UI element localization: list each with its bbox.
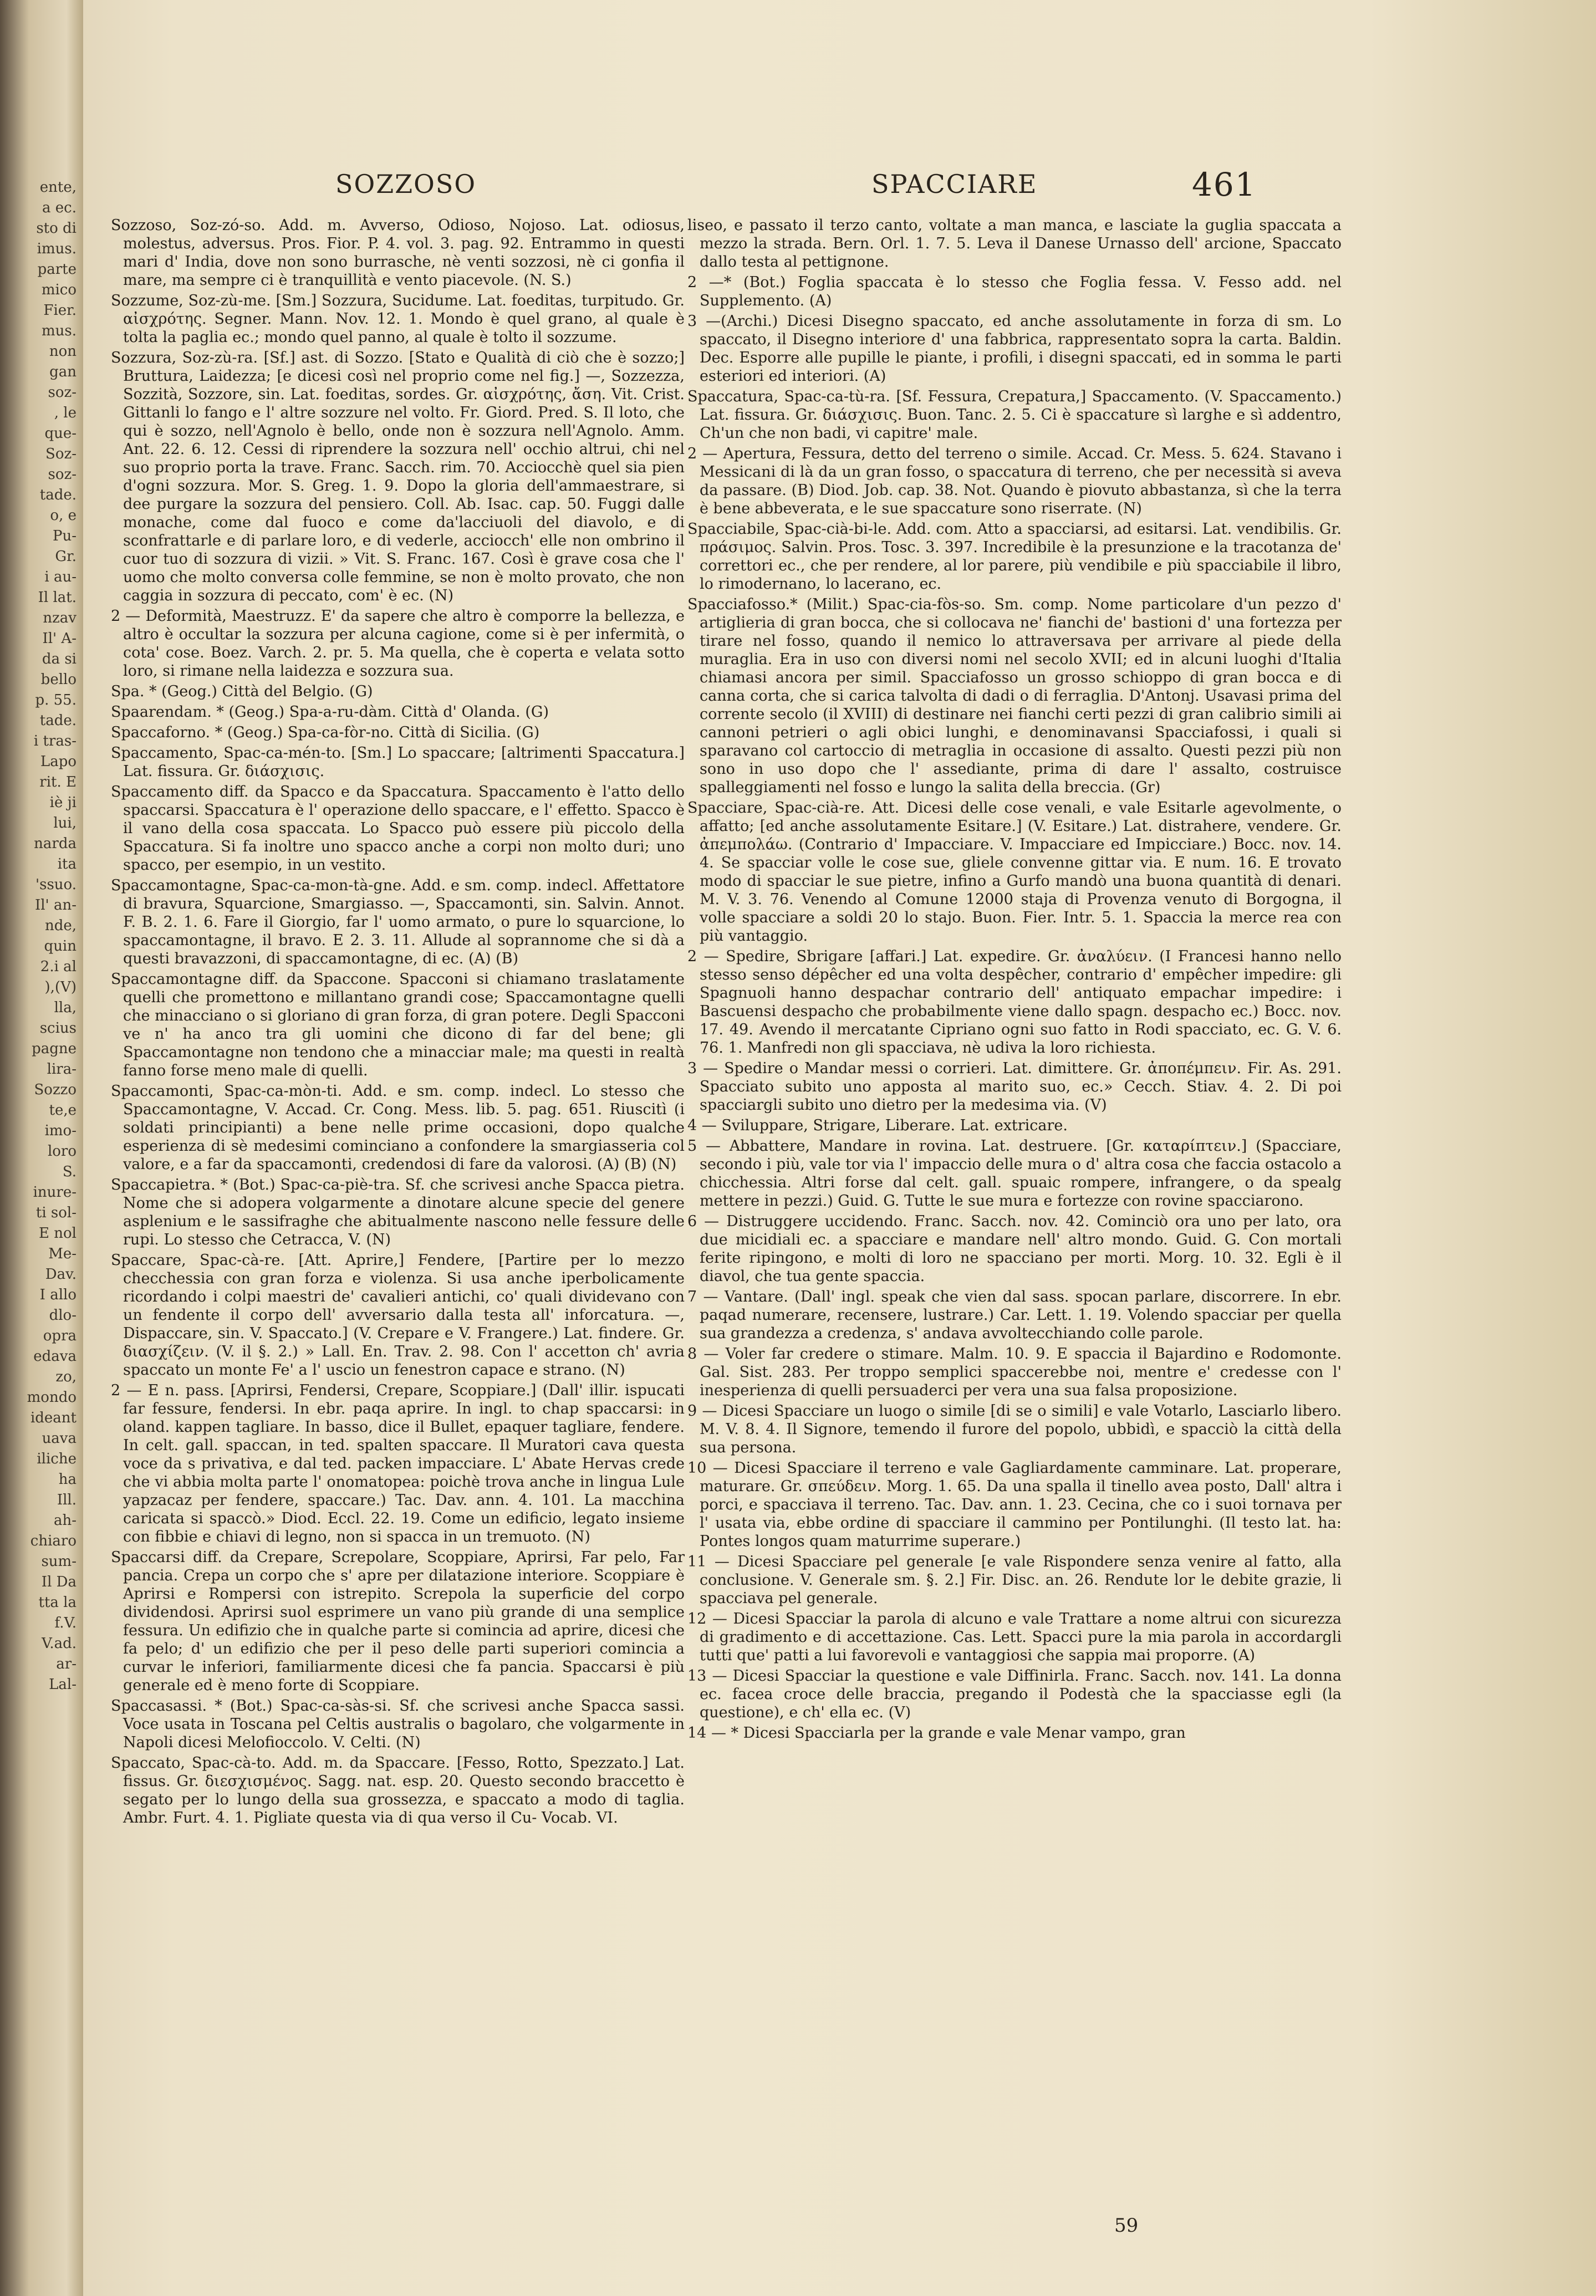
dictionary-entry: Spacciabile, Spac-cià-bi-le. Add. com. Atto a spacciarsi, ad esitarsi. Lat. vendibilis. Gr. πράσιμος. Salvin. Pros. Tosc. 3. 397. Incredibile è la presunzione e la tracotanza de' correttori ec., che per rendere, al lor parere, più vendibile e più spacciabile il libro, lo rimodernano, lo lacerano, ec. [687, 521, 1342, 593]
previous-page-line: quin [44, 938, 77, 955]
dictionary-entry: 10 — Dicesi Spacciare il terreno e vale Gagliardamente camminare. Lat. properare, maturare. Gr. σπεύδειν. Morg. 1. 65. Da una spalla il tinello avea posto, Dall' altra i porci, e spacciava il terreno. Tac. Dav. ann. 1. 23. Cecina, che co i suoi tornava per l' usata via, ebbe ordine di spacciare il cammino per Pontilunghi. (Il testo lat. ha: Pontes longos quam maturrime superare.) [687, 1460, 1342, 1550]
dictionary-entry: 2 — E n. pass. [Aprirsi, Fendersi, Crepare, Scoppiare.] (Dall' illir. ispucati far fessure, fendersi. In ebr. paqa aprire. In ingl. to chap spaccarsi: in oland. kappen tagliare. In basso, dice il Bullet, epaquer tagliare, fendere. In celt. gall. spaccan, in ted. spalten spaccare. Il Muratori cava questa voce da s privativa, e dal ted. packen impacciare. L' Abate Hervas crede che vi abbia molta parte l' onomatopea: poichè trova anche in lingua Lule yapzacaz per fendere, spaccare.) Tac. Dav. ann. 4. 101. La macchina caricata si spaccò.» Diod. Eccl. 22. 19. Come un edificio, legato insieme con fibbie e chiavi di legno, non si spacca in un tremuoto. (N) [111, 1382, 685, 1545]
header-right-title: SPACCIARE [871, 169, 1038, 199]
dictionary-entry: 9 — Dicesi Spacciare un luogo o simile [di se o simili] e vale Votarlo, Lasciarlo libero. M. V. 8. 4. Il Signore, temendo il furore del popolo, ubbidì, e spacciò la città della sua persona. [687, 1402, 1342, 1456]
dictionary-entry: Spaccare, Spac-cà-re. [Att. Aprire,] Fendere, [Partire per lo mezzo checchessia con gran forza e violenza. Si usa anche iperbolicamente ricordando i colpi maestri de' cavalieri antichi, co' quali dividevano con un fendente il corpo dell' avversario dalla testa all' inforcatura. —, Dispaccare, sin. V. Spaccato.] (V. Crepare e V. Frangere.) Lat. findere. Gr. διασχίζειν. (V. il §. 2.) » Lall. En. Trav. 2. 98. Con l' accetton ch' avria spaccato un monte Fe' a l' uscio un fenestron capace e strano. (N) [111, 1252, 685, 1379]
previous-page-line: mico [41, 282, 77, 298]
previous-page-line: Lapo [40, 753, 77, 770]
previous-page-line: opra [43, 1328, 77, 1344]
previous-page-line: non [49, 343, 77, 360]
previous-page-line: Gr. [55, 548, 77, 565]
previous-page-line: Me- [48, 1246, 77, 1262]
previous-page-line: iliche [37, 1451, 77, 1467]
dictionary-entry: 2 — Apertura, Fessura, detto del terreno o simile. Accad. Cr. Mess. 5. 624. Stavano i Messicani di là da un gran fosso, o spaccatura di terreno, che per necessità si aveva da passare. (B) Diod. Job. cap. 38. Not. Quando è piovuto abbastanza, sì che la terra è bene abbeverata, e le sue spaccature sono riserrate. (N) [687, 445, 1342, 517]
dictionary-entry: 2 — Spedire, Sbrigare [affari.] Lat. expedire. Gr. ἀναλύειν. (I Francesi hanno nello stesso senso dépêcher ed una volta despêcher, contrario d' empêcher impedire: gli Spagnuoli hanno despachar contrario dell' antiquato empachar impedire: i Bascuensi despacho che probabilmente viene dallo spagn. despacho ec.) Bocc. nov. 17. 49. Avendo il mercatante Cipriano ogni suo fatto in Rodi spacciato, ec. G. V. 6. 76. 1. Manfredi non gli spacciava, nè udiva la loro richiesta. [687, 948, 1342, 1057]
previous-page-line: soz- [48, 384, 77, 401]
previous-page-line: Il' A- [42, 630, 77, 647]
dictionary-entry: 6 — Distruggere uccidendo. Franc. Sacch. nov. 42. Cominciò ora uno per lato, ora due micidiali ec. a spacciare e mandare nell' altro mondo. Guid. G. Con mortali ferite ripingono, e molti di loro ne spacciano per morti. Morg. 10. 32. Egli è il diavol, che tua gente spaccia. [687, 1213, 1342, 1285]
previous-page-line: edava [33, 1348, 77, 1365]
dictionary-entry: 14 — * Dicesi Spacciarla per la grande e vale Menar vampo, gran [687, 1724, 1186, 1742]
previous-page-line: 'ssuo. [35, 876, 77, 893]
dictionary-entry: 13 — Dicesi Spacciar la questione e vale Diffinirla. Franc. Sacch. nov. 141. La donna ec. facea croce delle braccia, pregando il Podestà che la spacciasse egli (la questione), e ch' ella ec. (V) [687, 1667, 1342, 1721]
previous-page-line: sto di [36, 220, 77, 237]
previous-page-line: da si [42, 651, 77, 667]
previous-page-line: Lal- [49, 1676, 77, 1693]
previous-page-line: narda [34, 835, 77, 852]
previous-page-line: I allo [39, 1287, 77, 1303]
previous-page-line: imo- [44, 1123, 77, 1139]
previous-page-line: Il' an- [34, 897, 77, 914]
previous-page-line: mus. [41, 323, 77, 339]
previous-page-line: tade. [39, 712, 77, 729]
previous-page-line: soz- [48, 466, 77, 483]
previous-page-line: Fier. [43, 302, 77, 319]
previous-page-line: f.V. [54, 1615, 77, 1631]
right-column [687, 216, 1342, 1744]
previous-page-line: ente, [39, 179, 77, 196]
previous-page-line: iè ji [49, 794, 77, 811]
previous-page-line: lira- [47, 1061, 77, 1078]
previous-page-line: que- [44, 425, 77, 442]
previous-page-line: p. 55. [35, 692, 77, 708]
previous-page-line: mondo [27, 1389, 77, 1406]
previous-page-line: loro [47, 1143, 77, 1160]
previous-page-line: Il lat. [38, 589, 77, 606]
dictionary-entry: 12 — Dicesi Spacciar la parola di alcuno e vale Trattare a nome altrui con sicurezza di gradimento e di accettazione. Cas. Lett. Spacci pure la mia parola in accordargli tutti que' patti a lui favorevoli e vantaggiosi che sappia mai proporre. (A) [687, 1610, 1342, 1664]
previous-page-line: nde, [44, 917, 77, 934]
previous-page-line: ti sol- [35, 1205, 77, 1221]
dictionary-entry: Sozzume, Soz-zù-me. [Sm.] Sozzura, Sucidume. Lat. foeditas, turpitudo. Gr. αἰσχρότης. Segner. Mann. Nov. 12. 1. Mondo è quel grano, al quale è tolta la paglia ec.; mondo quel panno, al quale è tolto il sozzume. [111, 292, 685, 346]
header-left-title: SOZZOSO [335, 169, 477, 199]
previous-page-line: ideant [30, 1410, 77, 1426]
previous-page-line: chiaro [30, 1533, 77, 1549]
left-column [111, 216, 685, 1829]
previous-page-line: Pu- [52, 528, 77, 544]
previous-page-line: i au- [44, 569, 77, 585]
previous-page-line: te,e [49, 1102, 77, 1119]
previous-page-line: inure- [33, 1184, 77, 1201]
previous-page-line: lla, [54, 999, 77, 1016]
previous-page-line: imus. [37, 241, 77, 257]
dictionary-entry: 8 — Voler far credere o stimare. Malm. 10. 9. E spaccia il Bajardino e Rodomonte. Gal. Sist. 283. Per troppo semplici spaccerebbe noi, mentre e' credesse con l' inesperienza di quelli persuaderci per vera una sua falsa proposizione. [687, 1345, 1342, 1399]
dictionary-entry: 11 — Dicesi Spacciare pel generale [e vale Rispondere senza venire al fatto, alla conclusione. V. Generale sm. §. 2.] Fir. Disc. an. 26. Rendute lor le debite grazie, li spacciava pel generale. [687, 1553, 1342, 1607]
previous-page-line: sum- [41, 1553, 77, 1570]
dictionary-entry: Sozzura, Soz-zù-ra. [Sf.] ast. di Sozzo. [Stato e Qualità di ciò che è sozzo;] Bruttura, Laidezza; [e dicesi così nel proprio come nel fig.] —, Sozzezza, Sozzità, Sozzore, sin. Lat. foeditas, sordes. Gr. αἰσχρότης, ἄση. Vit. Crist. Gittanli lo fango e l' altre sozzure nel volto. Fr. Giord. Pred. S. Il loto, che qui è sozzo, nell'Agnolo è bello, onde non è sozzura nell'Agnolo. Amm. Ant. 22. 6. 12. Cessi di riprendere la sozzura nell' occhio altrui, chi nel suo proprio porta la trave. Franc. Sacch. rim. 70. Acciocchè quel sia pien d'ogni sozzura. Mor. S. Greg. 1. 9. Dopo la gloria dell'ammaestrare, si dee purgare la sozzura del pensiero. Coll. Ab. Isac. cap. 50. Fuggi dalle monache, come dal fuoco e come da'lacciuoli del diavolo, e di sconfrattarle e di parlare loro, e di vederle, acciocch' elle non ombrino il cuor tuo di sozzura di vizii. » Vit. S. Franc. 167. Così è grave cosa che l' uomo che molto conversa colle femmine, se non è molto provato, che non caggia in sozzura di peccato, com' è ec. (N) [111, 349, 685, 604]
previous-page-line: ar- [56, 1656, 77, 1672]
dictionary-entry: Spa. * (Geog.) Città del Belgio. (G) [111, 683, 373, 700]
previous-page-line: dlo- [49, 1307, 77, 1324]
dictionary-entry: Spaarendam. * (Geog.) Spa-a-ru-dàm. Città d' Olanda. (G) [111, 703, 549, 721]
dictionary-entry: Spaccamontagne, Spac-ca-mon-tà-gne. Add. e sm. comp. indecl. Affettatore di bravura, Squarcione, Smargiasso. —, Spaccamonti, sin. Salvin. Annot. F. B. 2. 1. 6. Fare il Giorgio, far l' uomo armato, o pure lo squarcione, lo spaccamontagne, il bravo. E 2. 3. 11. Allude al soprannome che si dà a questi bravazzoni, di spaccamontagne, di ec. (A) (B) [111, 877, 685, 967]
previous-page-line: Sozzo [34, 1081, 77, 1098]
dictionary-entry: 5 — Abbattere, Mandare in rovina. Lat. destruere. [Gr. καταρίπτειν.] (Spacciare, secondo i più, vale tor via l' impaccio delle mura o d' altra cosa che faccia ostacolo a chicchessia. Altri forse dal celt. gall. spuaic rompere, infrangere, o da spealg mettere in pezzi.) Guid. G. Tutte le sue mura e fortezze con rovine spacciarono. [687, 1137, 1342, 1210]
previous-page-line: E nol [39, 1225, 77, 1242]
previous-page-line: 2.i al [40, 958, 77, 975]
dictionary-entry: Spaccatura, Spac-ca-tù-ra. [Sf. Fessura, Crepatura,] Spaccamento. (V. Spaccamento.) Lat. fissura. Gr. διάσχισις. Buon. Tanc. 2. 5. Ci è spaccature sì larghe e sì addentro, Ch'un che non badi, vi capitre' male. [687, 388, 1342, 442]
previous-page-line: scius [39, 1020, 77, 1037]
previous-page-line: pagne [32, 1040, 77, 1057]
previous-page-line: nzav [43, 610, 77, 626]
dictionary-entry: 2 — Deformità, Maestruzz. E' da sapere che altro è comporre la bellezza, e altro è occultar la sozzura per alcuna cagione, come si è per infermità, o cota' cose. Boez. Varch. 2. pr. 5. Ma quella, che è coperta e velata sotto loro, si rimane nella laidezza e sozzura sua. [111, 608, 685, 680]
dictionary-entry: Spaccasassi. * (Bot.) Spac-ca-sàs-si. Sf. che scrivesi anche Spacca sassi. Voce usata in Toscana pel Celtis australis o bagolaro, che volgarmente in Napoli dicesi Melofioccolo. V. Celti. (N) [111, 1697, 685, 1751]
dictionary-entry: Spaccarsi diff. da Crepare, Screpolare, Scoppiare, Aprirsi, Far pelo, Far pancia. Crepa un corpo che s' apre per dilatazione interiore. Scoppiare è Aprirsi e Rompersi con istrepito. Screpola la superficie del corpo dividendosi. Aprirsi suol esprimere un vano più grande di una semplice fessura. Un edifizio che in qualche parte si comincia ad aprire, dicesi che fa pelo; d' un edifizio che per il peso delle parti superiori comincia a curvar le inferiori, familiarmente dicesi che fa pancia. Spaccarsi è più generale ed è meno forte di Scoppiare. [111, 1549, 685, 1694]
previous-page-line: ),(V) [44, 979, 77, 996]
signature-mark: 59 [1114, 2215, 1139, 2237]
dictionary-entry: Spaccato, Spac-cà-to. Add. m. da Spaccare. [Fesso, Rotto, Spezzato.] Lat. fissus. Gr. διεσχισμένος. Sagg. nat. esp. 20. Questo secondo braccetto è segato per lo lungo della sua grossezza, e spaccato a modo di taglia. Ambr. Furt. 4. 1. Pigliate questa via di qua verso il Cu- Vocab. VI. [111, 1754, 685, 1826]
previous-page-line: Soz- [45, 446, 77, 462]
dictionary-entry: Spaccamonti, Spac-ca-mòn-ti. Add. e sm. comp. indecl. Lo stesso che Spaccamontagne, V. Accad. Cr. Cong. Mess. lib. 5. pag. 651. Riuscitì (i soldati principianti) a bene nelle prime occasioni, dopo qualche esperienza di sè medesimi cominciano a confondere la smargiasseria col valore, e a far da spaccamonti, credendosi di fare da valorosi. (A) (B) (N) [111, 1083, 685, 1173]
dictionary-page [83, 0, 1596, 2296]
page-number: 461 [1192, 166, 1257, 203]
dictionary-entry: 7 — Vantare. (Dall' ingl. speak che vien dal sass. spocan parlare, discorrere. In ebr. paqad numerare, recensere, lustrare.) Car. Lett. 1. 19. Volendo spacciar per quella sua grandezza a credenza, s' andava avvoltecchiando colle parole. [687, 1288, 1342, 1342]
previous-page-line: rit. E [39, 774, 77, 790]
dictionary-entry: Spaccamontagne diff. da Spaccone. Spacconi si chiamano traslatamente quelli che promettono e millantano grandi cose; Spaccamontagne quelli che minacciano o si gloriano di gran forza, di gran potere. Degli Spacconi ve n' ha anco tra gli uomini che dicono di far del bene; gli Spaccamontagne non tendono che a minacciar male; ma questi in realtà fanno forse meno male di quelli. [111, 971, 685, 1079]
previous-page-line: tade. [39, 487, 77, 503]
previous-page-line: Dav. [45, 1266, 77, 1283]
dictionary-entry: Spaccamento diff. da Spacco e da Spaccatura. Spaccamento è l'atto dello spaccarsi. Spaccatura è l' operazione dello spaccare, e l' effetto. Spacco è il vano della cosa spaccata. Lo Spacco può essere più piccolo della Spaccatura. Si fa inoltre uno spacco anche a corpi non molto duri; uno spacco, per esempio, in un vestito. [111, 783, 685, 874]
previous-page-line: Ill. [57, 1492, 77, 1508]
previous-page-line: a ec. [42, 200, 77, 216]
dictionary-entry: 3 —(Archi.) Dicesi Disegno spaccato, ed anche assolutamente in forza di sm. Lo spaccato, il Disegno interiore d' una fabbrica, rappresentato sopra la carta. Baldin. Dec. Esporre alle pupille le piante, i profili, i disegni spaccati, ed in somma le parti esteriori ed interiori. (A) [687, 313, 1342, 385]
previous-page-gutter [0, 0, 83, 2296]
previous-page-line: ha [58, 1471, 77, 1488]
previous-page-line: tta la [38, 1594, 77, 1611]
previous-page-line: bello [40, 671, 77, 688]
previous-page-line: parte [37, 261, 77, 278]
previous-page-line: gan [49, 364, 77, 380]
dictionary-entry: Spaccapietra. * (Bot.) Spac-ca-piè-tra. Sf. che scrivesi anche Spacca pietra. Nome che si adopera volgarmente a dinotare alcune specie del genere asplenium e le sassifraghe che abitualmente nascono nelle fessure delle rupi. Lo stesso che Cetracca, V. (N) [111, 1176, 685, 1248]
dictionary-entry: Spaccamento, Spac-ca-mén-to. [Sm.] Lo spaccare; [altrimenti Spaccatura.] Lat. fissura. Gr. διάσχισις. [111, 744, 685, 780]
previous-page-line: o, e [50, 507, 77, 524]
dictionary-entry: Spaccaforno. * (Geog.) Spa-ca-fòr-no. Città di Sicilia. (G) [111, 724, 540, 741]
previous-page-line: Il Da [41, 1574, 77, 1590]
previous-page-line: zo, [55, 1369, 77, 1385]
previous-page-line: , le [54, 405, 77, 421]
dictionary-entry: 2 —* (Bot.) Foglia spaccata è lo stesso che Foglia fessa. V. Fesso add. nel Supplemento. (A) [687, 274, 1342, 309]
dictionary-entry: Sozzoso, Soz-zó-so. Add. m. Avverso, Odioso, Nojoso. Lat. odiosus, molestus, adversus. Pros. Fior. P. 4. vol. 3. pag. 92. Entrammo in questi mari d' India, dove non sono burrasche, nè venti sozzosi, nè ci gonfia il mare, ma sempre ci è tranquillità e vento piacevole. (N. S.) [111, 217, 685, 289]
previous-page-line: V.ad. [42, 1635, 77, 1652]
dictionary-entry: liseo, e passato il terzo canto, voltate a man manca, e lasciate la guglia spaccata a mezzo la strada. Bern. Orl. 1. 7. 5. Leva il Danese Urnasso dell' arcione, Spaccato dallo testa al pettignone. [687, 217, 1342, 271]
previous-page-line: ah- [53, 1512, 77, 1529]
previous-page-line: uava [42, 1430, 77, 1447]
previous-page-fragment [0, 177, 77, 1695]
dictionary-entry: 4 — Sviluppare, Strigare, Liberare. Lat. extricare. [687, 1117, 1068, 1134]
previous-page-line: S. [62, 1164, 77, 1180]
previous-page-line: i tras- [33, 733, 77, 749]
previous-page-line: ita [57, 856, 77, 873]
dictionary-entry: Spacciafosso.* (Milit.) Spac-cia-fòs-so. Sm. comp. Nome particolare d'un pezzo d' artiglieria di gran bocca, che si collocava ne' fianchi de' bastioni d' una fortezza per tirare nel fosso, quando il nemico lo attraversava per arrivare al piede della muraglia. Era in uso con diversi nomi nel secolo XVII; ed in alcuni luoghi d'Italia chiamasi ancora per simil. Spacciafosso un grosso schioppo di gran bocca e di canna corta, che si carica talvolta di dadi o di ferraglia. D'Antonj. Usavasi prima del corrente secolo (il XVIII) di destinare nei fianchi certi pezzi di gran calibrio simili ai cannoni petrieri o agli obici lunghi, e denominavansi Spacciafossi, i quali si sparavano col cartoccio di metraglia in occasione di assalto. Questi pezzi più non sono in uso dopo che l' assediante, prima di dare l' assalto, costruisce spalleggiamenti nel fosso e lungo la salita della breccia. (Gr) [687, 596, 1342, 796]
previous-page-line: lui, [53, 815, 77, 831]
running-header [83, 166, 1596, 208]
dictionary-entry: 3 — Spedire o Mandar messi o corrieri. Lat. dimittere. Gr. ἀποπέμπειν. Fir. As. 291. Spacciato subito uno apposta al marito suo, ec.» Cecch. Stiav. 4. 2. Di poi spacciargli subito uno dietro per la medesima via. (V) [687, 1060, 1342, 1114]
dictionary-entry: Spacciare, Spac-cià-re. Att. Dicesi delle cose venali, e vale Esitarle agevolmente, o affatto; [ed anche assolutamente Esitare.] (V. Esitare.) Lat. distrahere, vendere. Gr. ἀπεμπολάω. (Contrario d' Impacciare. V. Impacciare ed Impicciare.) Bocc. nov. 14. 4. Se spacciar volle le cose sue, gliele convenne gittar via. E num. 16. E trovato modo di spacciar le sue pietre, infino a Gurfo mandò una buona quantità di denari. M. V. 3. 76. Venendo al Comune 12000 staja di Provenza venuto di Borgogna, il volle spacciare a soldi 20 lo stajo. Buon. Fier. Intr. 5. 1. Spaccia la merce rea con più vantaggio. [687, 799, 1342, 945]
